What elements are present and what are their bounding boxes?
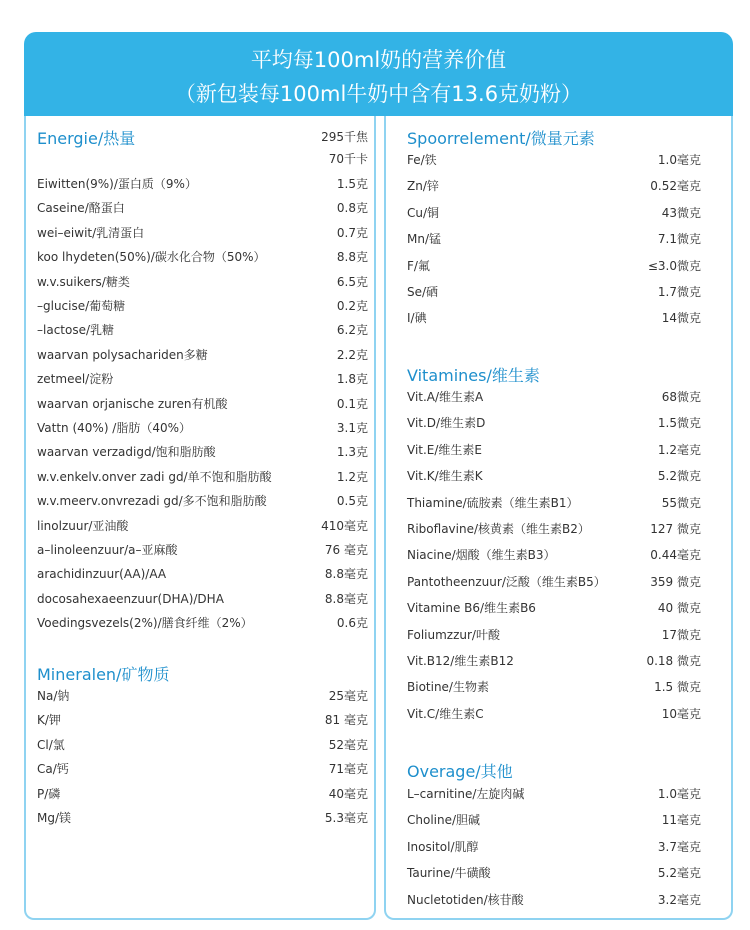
nutrient-name: Vit.A/维生素A [407,390,484,404]
nutrient-value: 1.8克 [336,372,368,387]
nutrient-value: 3.7毫克 [657,839,701,854]
nutrient-row [37,222,368,244]
nutrient-value: 1.2毫克 [657,442,701,457]
nutrient-name: F/氟 [407,258,430,273]
nutrient-name: Vit.K/维生素K [407,469,483,484]
nutrient-row [407,518,701,540]
nutrient-value: 55微克 [661,495,701,510]
nutrient-name: Cl/氯 [37,737,65,752]
nutrient-value: 0.8克 [336,201,368,216]
nutrient-value: 6.2克 [336,323,368,338]
nutrient-row [37,466,368,488]
nutrient-name: arachidinzuur(AA)/AA [37,567,167,582]
nutrient-row [407,571,701,593]
minerals-section-title: Mineralen/矿物质 [37,665,170,684]
nutrient-name: K/钾 [37,713,61,728]
nutrient-value: 0.5克 [336,494,368,509]
nutrient-row [407,307,701,329]
nutrient-name: Ca/钙 [37,762,69,777]
nutrient-row [407,544,701,566]
nutrient-row [407,175,701,197]
nutrient-value: 11毫克 [661,813,701,828]
nutrient-value: 127 微克 [650,522,701,536]
nutrient-row [37,734,368,756]
nutrient-name: docosahexaeenzuur(DHA)/DHA [37,591,224,606]
nutrient-value: 5.2微克 [657,469,701,484]
nutrient-row [37,295,368,317]
nutrient-name: waarvan orjanische zuren有机酸 [37,396,228,411]
nutrient-row [37,588,368,610]
nutrient-row [37,685,368,707]
nutrient-row [407,281,701,303]
nutrient-row [37,344,368,366]
energy-section-title: Energie/热量 [37,129,136,148]
nutrient-value: 5.3毫克 [324,811,368,825]
nutrient-value: 0.1克 [336,396,368,411]
nutrient-value: 0.6克 [336,616,368,631]
nutrient-row [37,539,368,561]
nutrient-name: a–linoleenzuur/a–亚麻酸 [37,543,178,557]
nutrient-value: 14微克 [661,311,701,326]
nutrient-row [37,758,368,780]
nutrient-row [37,246,368,268]
nutrient-row [407,492,701,514]
nutrient-name: Cu/铜 [407,205,440,220]
nutrient-row [37,368,368,390]
nutrient-value: 0.44毫克 [650,548,701,563]
nutrient-name: Caseine/酪蛋白 [37,201,125,216]
nutrient-name: L–carnitine/左旋肉碱 [407,787,525,801]
nutrient-name: Na/钠 [37,689,70,703]
left-column [24,116,376,920]
header-subtitle: （新包装每100ml牛奶中含有13.6克奶粉） [174,82,583,106]
nutrient-value: 1.5 微克 [654,680,701,695]
energy-kcal-value: 70千卡 [328,152,368,166]
nutrient-value: 5.2毫克 [657,866,701,881]
nutrient-row [407,386,701,408]
nutrient-value: 43微克 [661,205,701,220]
nutrient-name: Vit.C/维生素C [407,706,484,721]
nutrient-value: 0.2克 [336,299,368,313]
nutrient-row [37,441,368,463]
nutrient-value: ≤3.0微克 [647,258,701,273]
nutrient-value: 40毫克 [328,786,368,801]
other-section-title: Overage/其他 [407,762,513,781]
energy-kj-value: 295千焦 [321,130,368,144]
nutrient-row [37,197,368,219]
nutrient-row [37,515,368,537]
nutrient-name: Eiwitten(9%)/蛋白质（9%） [37,177,197,191]
nutrient-row [407,783,701,805]
nutrient-name: Biotine/生物素 [407,680,489,695]
nutrient-value: 25毫克 [328,689,368,703]
nutrient-row [407,439,701,461]
right-column [384,116,733,920]
nutrient-value: 10毫克 [661,706,701,721]
nutrient-value: 3.2毫克 [657,892,701,907]
nutrient-row [37,612,368,634]
nutrient-name: Vit.E/维生素E [407,442,483,457]
nutrient-name: Thiamine/硫胺素（维生素B1） [407,495,579,510]
nutrient-row [407,650,701,672]
nutrient-value: 1.0毫克 [657,787,701,801]
nutrient-row [407,703,701,725]
nutrient-name: Vit.D/维生素D [407,416,486,431]
nutrient-name: waarvan verzadigd/饱和脂肪酸 [37,445,216,460]
nutrient-name: waarvan polysachariden多糖 [37,347,208,362]
nutrient-name: P/磷 [37,786,61,801]
nutrient-name: Se/硒 [407,285,439,299]
nutrient-value: 0.52毫克 [650,179,701,194]
nutrient-row [37,271,368,293]
header-title: 平均每100ml奶的营养价值 [250,48,507,72]
nutrient-name: w.v.enkelv.onver zadi gd/单不饱和脂肪酸 [37,469,272,484]
nutrient-name: w.v.suikers/糖类 [37,274,130,289]
nutrient-row [407,412,701,434]
nutrient-value: 71毫克 [328,762,368,777]
nutrient-value: 1.2克 [336,469,368,484]
nutrient-name: Choline/胆碱 [407,813,481,828]
nutrient-value: 76 毫克 [324,543,368,557]
nutrient-name: I/碘 [407,311,427,326]
nutrient-row [37,319,368,341]
nutrient-name: Mn/锰 [407,232,442,247]
nutrient-name: Taurine/牛磺酸 [407,866,491,881]
nutrient-value: 1.5微克 [657,416,701,431]
nutrient-name: –glucise/葡萄糖 [37,299,126,313]
nutrient-value: 1.3克 [336,445,368,460]
nutrient-name: Niacine/烟酸（维生素B3） [407,548,556,563]
nutrient-name: Mg/镁 [37,811,72,825]
vitamins-section-title: Vitamines/维生素 [407,366,540,385]
nutrient-value: 52毫克 [328,737,368,752]
nutrient-value: 1.5克 [336,177,368,191]
nutrient-name: koo lhydeten(50%)/碳水化合物（50%） [37,250,266,265]
nutrient-value: 40 微克 [657,601,701,616]
nutrient-value: 1.0毫克 [657,153,701,167]
nutrient-name: Inositol/肌醇 [407,839,479,854]
nutrient-name: linolzuur/亚油酸 [37,518,129,533]
nutrient-row [37,709,368,731]
nutrient-row [407,465,701,487]
nutrient-name: Vitamine B6/维生素B6 [407,601,536,616]
nutrient-name: Foliumzzur/叶酸 [407,627,500,642]
nutrient-value: 1.7微克 [657,285,701,299]
nutrient-row [407,624,701,646]
nutrient-row [37,490,368,512]
nutrient-value: 3.1克 [336,421,368,435]
nutrient-row [407,255,701,277]
nutrient-name: Zn/锌 [407,179,439,194]
nutrient-row [407,149,701,171]
nutrient-name: Pantotheenzuur/泛酸（维生素B5） [407,574,606,589]
nutrient-row [407,862,701,884]
nutrient-value: 410毫克 [321,518,368,533]
nutrient-row [407,202,701,224]
nutrient-value: 359 微克 [650,574,701,589]
nutrient-name: Fe/铁 [407,153,437,167]
nutrient-row [407,228,701,250]
nutrient-row [407,597,701,619]
nutrient-row [37,807,368,829]
nutrient-value: 7.1微克 [657,232,701,247]
trace-section-title: Spoorrelement/微量元素 [407,129,595,148]
nutrient-row [407,836,701,858]
nutrient-row [37,173,368,195]
nutrient-name: Voedingsvezels(2%)/膳食纤维（2%） [37,616,253,631]
nutrient-value: 81 毫克 [324,713,368,728]
nutrient-value: 68微克 [661,390,701,404]
nutrient-value: 8.8毫克 [324,567,368,582]
nutrient-row [407,676,701,698]
nutrient-name: Riboflavine/核黄素（维生素B2） [407,522,590,536]
table-header [24,32,733,116]
nutrient-name: w.v.meerv.onvrezadi gd/多不饱和脂肪酸 [37,494,267,509]
nutrient-name: Nucletotiden/核苷酸 [407,892,524,907]
nutrient-name: zetmeel/淀粉 [37,372,114,387]
nutrient-name: Vattn (40%) /脂肪（40%） [37,421,192,435]
nutrient-value: 6.5克 [336,274,368,289]
nutrient-value: 8.8克 [336,250,368,265]
nutrient-name: Vit.B12/维生素B12 [407,654,514,668]
nutrient-value: 0.18 微克 [646,654,701,668]
nutrient-row [37,417,368,439]
nutrient-row [37,563,368,585]
nutrient-row [37,393,368,415]
nutrient-value: 2.2克 [336,347,368,362]
nutrient-name: wei–eiwit/乳清蛋白 [37,225,145,240]
nutrient-value: 0.7克 [336,225,368,240]
nutrient-row [37,783,368,805]
nutrient-name: –lactose/乳糖 [37,323,115,338]
nutrient-value: 17微克 [661,627,701,642]
nutrient-value: 8.8毫克 [324,591,368,606]
nutrient-row [407,889,701,911]
nutrient-row [407,809,701,831]
